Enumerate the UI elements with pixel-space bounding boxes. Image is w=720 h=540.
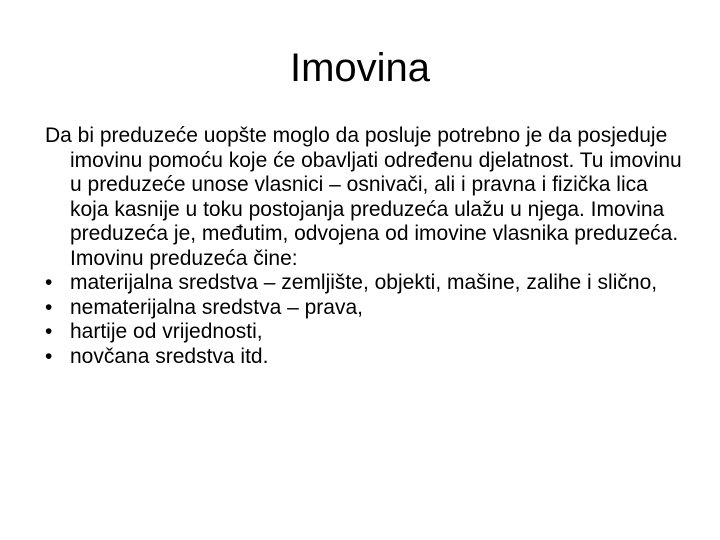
- bullet-item: [45, 296, 685, 321]
- bullet-item: [45, 271, 685, 296]
- bullet-text: materijalna sredstva – zemljište, objekti, mašine, zalihe i slično,: [70, 271, 658, 294]
- bullet-item: [45, 345, 685, 370]
- bullet-item: [45, 320, 685, 345]
- bullet-list: [45, 271, 685, 369]
- bullet-icon: •: [45, 344, 53, 368]
- bullet-text: nematerijalna sredstva – prava,: [70, 295, 363, 319]
- bullet-icon: •: [45, 320, 53, 343]
- bullet-text: hartije od vrijednosti,: [70, 320, 263, 343]
- bullet-icon: •: [45, 271, 53, 294]
- bullet-icon: •: [45, 295, 53, 319]
- slide-body: [45, 124, 685, 369]
- intro-paragraph: Da bi preduzeće uopšte moglo da posluje potrebno je da posjeduje imovinu pomoću koje će obavljati određenu djelatnost. Tu imovinu u preduzeće unose vlasnici – osnivači, ali i pravna i fizička lica koja kasnije u toku postojanja preduzeća ulažu u njega. Imovina preduzeća je, međutim, odvojena od imovine vlasnika preduzeća. Imovinu preduzeća čine:: [45, 124, 682, 270]
- slide-title: Imovina: [289, 46, 431, 90]
- bullet-text: novčana sredstva itd.: [70, 344, 269, 368]
